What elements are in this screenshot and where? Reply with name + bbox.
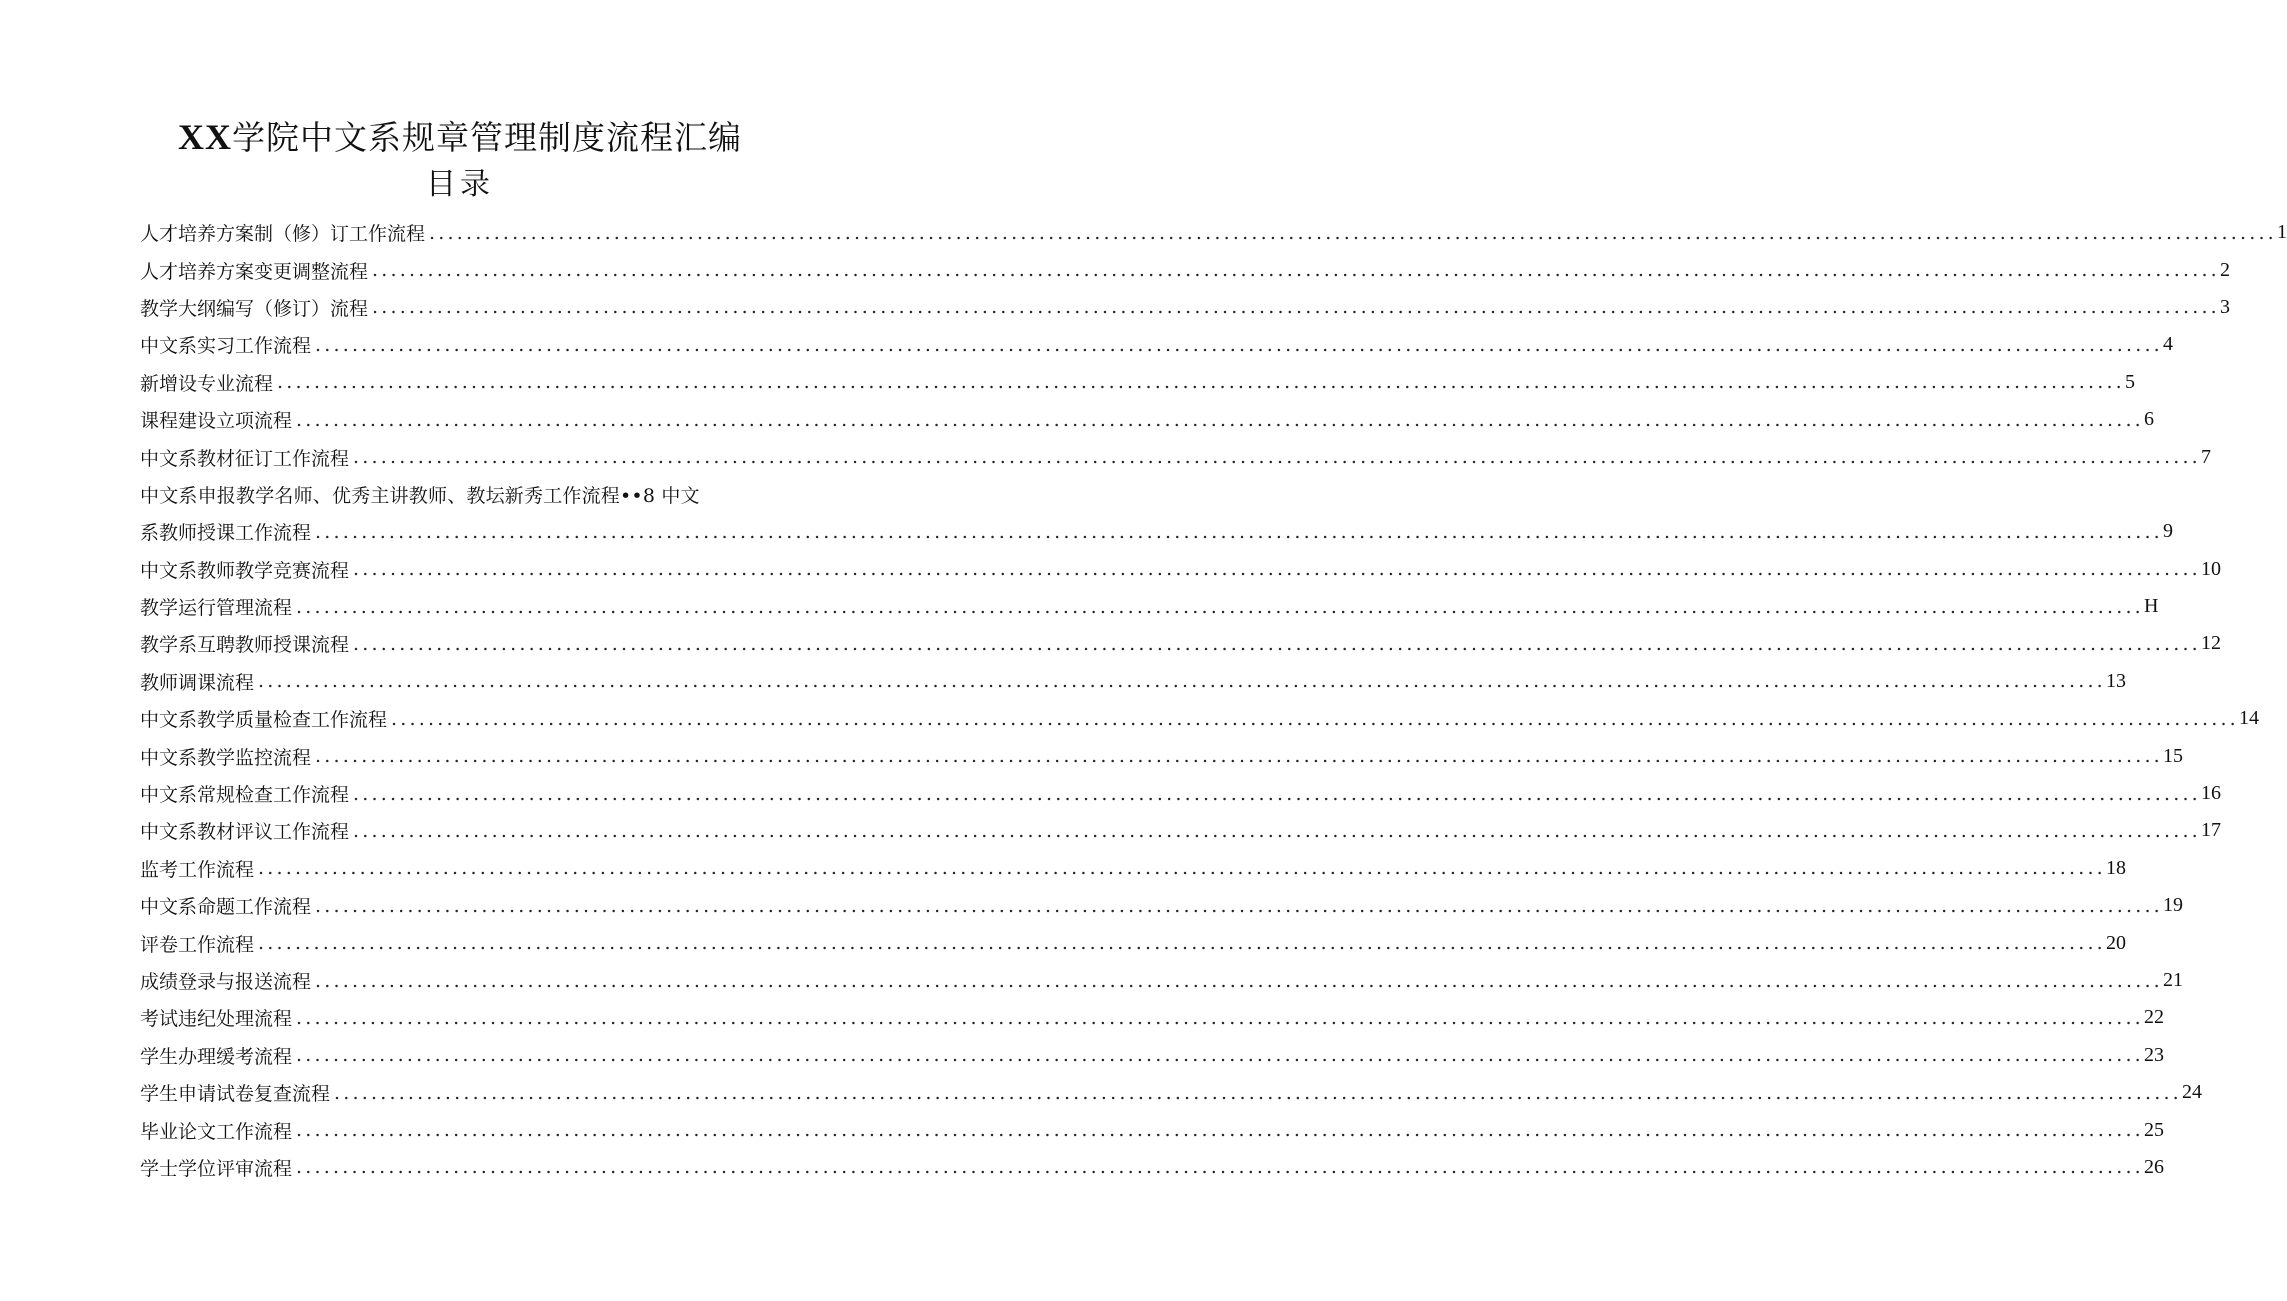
toc-entry-page: 19	[2162, 894, 2183, 917]
toc-leader-dots: ........................................................................................................................................................................................................	[353, 632, 2201, 655]
toc-entry-title: 系教师授课工作流程	[140, 522, 312, 545]
toc-entry-title: 学生申请试卷复查流程	[140, 1083, 331, 1106]
toc-entry-page: 5	[2124, 370, 2135, 393]
toc-leader-dots: ........................................................................................................................................................................................................	[353, 819, 2201, 842]
toc-entry-title: 中文系教材征订工作流程	[140, 447, 350, 470]
toc-entry[interactable]	[140, 551, 2221, 588]
toc-entry-title: 新增设专业流程	[140, 372, 274, 395]
toc-entry-page: 14	[2238, 707, 2259, 730]
toc-entry-title: 教师调课流程	[140, 671, 255, 694]
toc-entry-title: 教学大纲编写（修订）流程	[140, 297, 369, 320]
toc-entry[interactable]	[140, 775, 2221, 812]
toc-leader-dots: ........................................................................................................................................................................................................	[258, 932, 2106, 955]
toc-entry-page: 25	[2143, 1118, 2164, 1141]
toc-entry-page: 16	[2200, 782, 2221, 805]
document-title	[0, 112, 920, 163]
toc-leader-dots: ........................................................................................................................................................................................................	[353, 558, 2201, 581]
toc-leader-dots: ........................................................................................................................................................................................................	[296, 1044, 2144, 1067]
toc-entry-page: 17	[2200, 819, 2221, 842]
toc-entry[interactable]	[140, 663, 2126, 700]
toc-entry-title: 中文系教师教学竞赛流程	[140, 559, 350, 582]
toc-entry-page: 13	[2105, 669, 2126, 692]
toc-entry-page: 21	[2162, 969, 2183, 991]
toc-entry-title: 课程建设立项流程	[140, 410, 293, 433]
toc-entry[interactable]	[140, 251, 2230, 288]
toc-leader-dots: ........................................................................................................................................................................................................	[315, 969, 2163, 992]
toc-leader-dots: ........................................................................................................................................................................................................	[334, 1081, 2182, 1104]
toc-entry-title: 中文系实习工作流程	[140, 335, 312, 358]
toc-entry-title: 成绩登录与报送流程	[140, 971, 312, 993]
toc-entry-page: 10	[2200, 557, 2221, 580]
toc-entry[interactable]	[140, 401, 2154, 438]
toc-entry-title: 中文系命题工作流程	[140, 896, 312, 919]
toc-entry-page: 9	[2162, 520, 2173, 543]
toc-entry-page: 3	[2219, 295, 2230, 318]
toc-heading: 目录	[426, 167, 494, 202]
toc-entry-title: 中文系教材评议工作流程	[140, 821, 350, 844]
toc-entry-page: 1	[2276, 221, 2287, 244]
toc-entry-title: 中文系教学质量检查工作流程	[140, 709, 388, 732]
toc-entry-page: 12	[2200, 632, 2221, 655]
toc-leader-dots: ........................................................................................................................................................................................................	[372, 259, 2220, 282]
toc-entry-title: 人才培养方案变更调整流程	[140, 260, 369, 283]
toc-entry-title: 学士学位评审流程	[140, 1157, 293, 1180]
toc-entry-title: 教学系互聘教师授课流程	[140, 634, 350, 657]
toc-entry[interactable]	[140, 887, 2183, 924]
toc-leader-dots: ........................................................................................................................................................................................................	[296, 1156, 2144, 1179]
toc-entry[interactable]	[140, 1111, 2164, 1148]
toc-entry-title: 监考工作流程	[140, 858, 255, 881]
toc-entry-page: 18	[2105, 856, 2126, 879]
toc-leader-dots: ........................................................................................................................................................................................................	[258, 857, 2106, 880]
table-of-contents	[140, 214, 2287, 1186]
toc-entry[interactable]	[140, 700, 2259, 737]
toc-entry[interactable]	[140, 1037, 2164, 1074]
toc-entry-title: 学生办理缓考流程	[140, 1045, 293, 1068]
toc-entry[interactable]	[140, 1149, 2164, 1186]
toc-entry-title: 中文系教学监控流程	[140, 746, 312, 769]
toc-entry-page: H	[2143, 595, 2159, 618]
toc-entry[interactable]	[140, 326, 2173, 363]
toc-entry-page: 20	[2105, 931, 2126, 954]
toc-leader-dots: ........................................................................................................................................................................................................	[315, 745, 2163, 768]
toc-entry-title: 人才培养方案制（修）订工作流程	[140, 223, 426, 246]
toc-entry[interactable]	[140, 588, 2159, 625]
toc-leader-dots: ........................................................................................................................................................................................................	[277, 371, 2125, 394]
toc-entry[interactable]	[140, 962, 2183, 999]
toc-entry-page: 22	[2143, 1006, 2164, 1029]
toc-entry-page: 7	[2200, 445, 2211, 468]
toc-entry-title: 考试违纪处理流程	[140, 1008, 293, 1031]
toc-entry[interactable]	[140, 999, 2164, 1036]
toc-entry[interactable]	[140, 214, 2287, 251]
toc-leader-dots: ........................................................................................................................................................................................................	[372, 296, 2220, 319]
toc-entry[interactable]	[140, 513, 2173, 550]
toc-leader-dots: ........................................................................................................................................................................................................	[315, 333, 2163, 356]
toc-entry[interactable]	[140, 812, 2221, 849]
toc-leader-dots: ........................................................................................................................................................................................................	[315, 520, 2163, 543]
toc-entry-title: 中文系常规检查工作流程	[140, 784, 350, 807]
toc-leader-dots: ........................................................................................................................................................................................................	[353, 782, 2201, 805]
toc-leader-dots: ........................................................................................................................................................................................................	[296, 1006, 2144, 1029]
toc-leader-dots: ........................................................................................................................................................................................................	[391, 707, 2239, 730]
toc-entry[interactable]	[140, 737, 2183, 774]
toc-entry[interactable]	[140, 438, 2211, 475]
toc-entry[interactable]	[140, 850, 2126, 887]
toc-leader-dots: ........................................................................................................................................................................................................	[258, 670, 2106, 693]
toc-entry-title: 中文系申报教学名师、优秀主讲教师、教坛新秀工作流程••8 中文	[140, 484, 700, 507]
toc-entry-page: 2	[2219, 258, 2230, 281]
toc-entry-page: 26	[2143, 1155, 2164, 1178]
document-title-prefix: XX	[178, 117, 232, 157]
toc-entry-page: 6	[2143, 408, 2154, 431]
toc-entry-page: 4	[2162, 333, 2173, 356]
toc-entry-title: 评卷工作流程	[140, 933, 255, 956]
toc-entry-title: 毕业论文工作流程	[140, 1120, 293, 1143]
document-title-rest: 学院中文系规章管理制度流程汇编	[232, 118, 742, 157]
toc-entry-page: 24	[2181, 1081, 2202, 1104]
toc-entry[interactable]	[140, 364, 2135, 401]
toc-leader-dots: ........................................................................................................................................................................................................	[296, 408, 2144, 431]
toc-entry[interactable]	[140, 924, 2126, 961]
toc-entry-page: 15	[2162, 744, 2183, 767]
toc-leader-dots: ........................................................................................................................................................................................................	[296, 1119, 2144, 1142]
toc-leader-dots: ........................................................................................................................................................................................................	[315, 894, 2163, 917]
toc-leader-dots: ........................................................................................................................................................................................................	[429, 221, 2277, 244]
toc-leader-dots: ........................................................................................................................................................................................................	[353, 446, 2201, 469]
toc-entry[interactable]	[140, 625, 2221, 662]
toc-entry-page: 23	[2143, 1043, 2164, 1066]
toc-entry-title: 教学运行管理流程	[140, 597, 293, 620]
toc-entry[interactable]	[140, 289, 2230, 326]
toc-entry[interactable]	[140, 1074, 2202, 1111]
toc-leader-dots: ........................................................................................................................................................................................................	[296, 595, 2144, 618]
toc-entry[interactable]	[140, 476, 760, 513]
